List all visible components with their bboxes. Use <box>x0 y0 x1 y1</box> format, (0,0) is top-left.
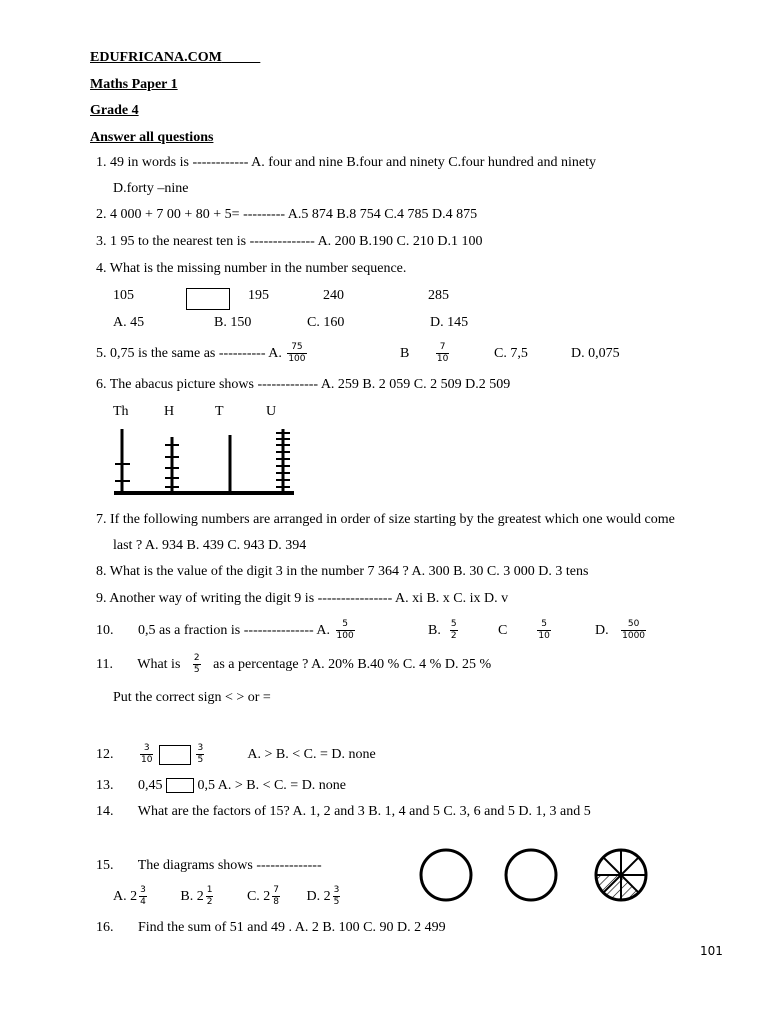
abacus-label: T <box>215 404 224 419</box>
question-12: 12. $\frac{3}{10}$ $\frac{3}{5}$ A. > B. < C. = D. none <box>96 743 376 766</box>
question-10: 10. 0,5 as a fraction is --------------- A. $\frac{5}{100}$ <box>96 619 354 642</box>
abacus-diagram <box>110 425 310 500</box>
fraction: $\frac{5}{10}$ <box>538 619 550 642</box>
option: A. 45 <box>113 315 145 330</box>
option: B. 150 <box>214 315 252 330</box>
question-2: 2. 4 000 + 7 00 + 80 + 5= --------- A.5 874 B.8 754 C.4 785 D.4 875 <box>96 207 478 222</box>
question-4: 4. What is the missing number in the number sequence. <box>96 261 407 276</box>
page-number: 101 <box>700 944 723 958</box>
paper-title: Maths Paper 1 <box>90 77 178 92</box>
sequence-item: 285 <box>428 288 449 303</box>
question-5: 5. 0,75 is the same as ---------- A. $\frac{75}{100}$ <box>96 342 306 365</box>
fraction: $\frac{3}{5}$ <box>333 885 340 908</box>
question-16: 16. Find the sum of 51 and 49 . A. 2 B. 100 C. 90 D. 2 499 <box>96 920 446 935</box>
full-circle <box>421 850 471 900</box>
partial-circle <box>596 850 646 900</box>
fraction: $\frac{1}{2}$ <box>206 885 213 908</box>
full-circle <box>506 850 556 900</box>
question-6: 6. The abacus picture shows ------------- A. 259 B. 2 059 C. 2 509 D.2 509 <box>96 377 511 392</box>
grade-title: Grade 4 <box>90 103 139 118</box>
question-1-cont: D.forty –nine <box>113 181 189 196</box>
fraction: $\frac{3}{4}$ <box>140 885 146 908</box>
fraction: $\frac{2}{5}$ <box>193 653 200 676</box>
option: D. 145 <box>430 315 469 330</box>
sequence-item: 195 <box>248 288 269 303</box>
question-9: 9. Another way of writing the digit 9 is ---------------- A. xi B. x C. ix D. v <box>96 591 509 606</box>
question-15-options: A. 2 $\frac{3}{4}$ B. 2 $\frac{1}{2}$ C. 2 $\frac{7}{8}$ D. 2 $\frac{3}{5}$ <box>113 885 340 908</box>
fraction: $\frac{3}{5}$ <box>197 743 204 766</box>
abacus-label: U <box>266 404 277 419</box>
question-5-option-c: C. 7,5 <box>494 346 528 361</box>
question-14: 14. What are the factors of 15? A. 1, 2 and 3 B. 1, 4 and 5 C. 3, 6 and 5 D. 1, 3 and 5 <box>96 804 591 819</box>
fraction: $\frac{7}{10}$ <box>436 342 449 365</box>
question-5-option-b: B $\frac{7}{10}$ <box>400 342 449 365</box>
sign-box <box>166 778 194 793</box>
question-7: 7. If the following numbers are arranged in order of size starting by the greatest which one would come <box>96 512 675 527</box>
question-5-option-d: D. 0,075 <box>571 346 620 361</box>
fraction: $\frac{50}{1000}$ <box>622 619 646 642</box>
sequence-item: 240 <box>323 288 344 303</box>
question-10-option-d: D. $\frac{50}{1000}$ <box>595 619 646 642</box>
abacus-label: Th <box>113 404 129 419</box>
fraction: $\frac{5}{2}$ <box>450 619 457 642</box>
abacus-label: H <box>164 404 175 419</box>
fraction: $\frac{5}{100}$ <box>336 619 354 642</box>
circles-diagram <box>415 840 655 910</box>
fraction: $\frac{7}{8}$ <box>273 885 280 908</box>
fraction: $\frac{3}{10}$ <box>141 743 153 766</box>
missing-number-box <box>186 288 230 310</box>
sequence-item: 105 <box>113 288 134 303</box>
question-11: 11. What is $\frac{2}{5}$ as a percentage ? A. 20% B.40 % C. 4 % D. 25 % <box>96 653 492 676</box>
option: C. 160 <box>307 315 345 330</box>
question-10-option-c: C $\frac{5}{10}$ <box>498 619 550 642</box>
question-10-option-b: B. $\frac{5}{2}$ <box>428 619 457 642</box>
question-7-cont: last ? A. 934 B. 439 C. 943 D. 394 <box>113 538 307 553</box>
question-15: 15. The diagrams shows -------------- <box>96 858 322 873</box>
fraction: $\frac{75}{100}$ <box>288 342 306 365</box>
sign-instruction: Put the correct sign < > or = <box>113 690 271 705</box>
question-3: 3. 1 95 to the nearest ten is -------------- A. 200 B.190 C. 210 D.1 100 <box>96 234 483 249</box>
question-13: 13. 0,45 0,5 A. > B. < C. = D. none <box>96 778 347 793</box>
question-1: 1. 49 in words is ------------ A. four and nine B.four and ninety C.four hundred and ninety <box>96 155 596 170</box>
site-title: EDUFRICANA.COM <box>90 50 222 65</box>
question-8: 8. What is the value of the digit 3 in the number 7 364 ? A. 300 B. 30 C. 3 000 D. 3 tens <box>96 564 589 579</box>
sign-box <box>159 745 191 765</box>
instruction-heading: Answer all questions <box>90 130 214 145</box>
